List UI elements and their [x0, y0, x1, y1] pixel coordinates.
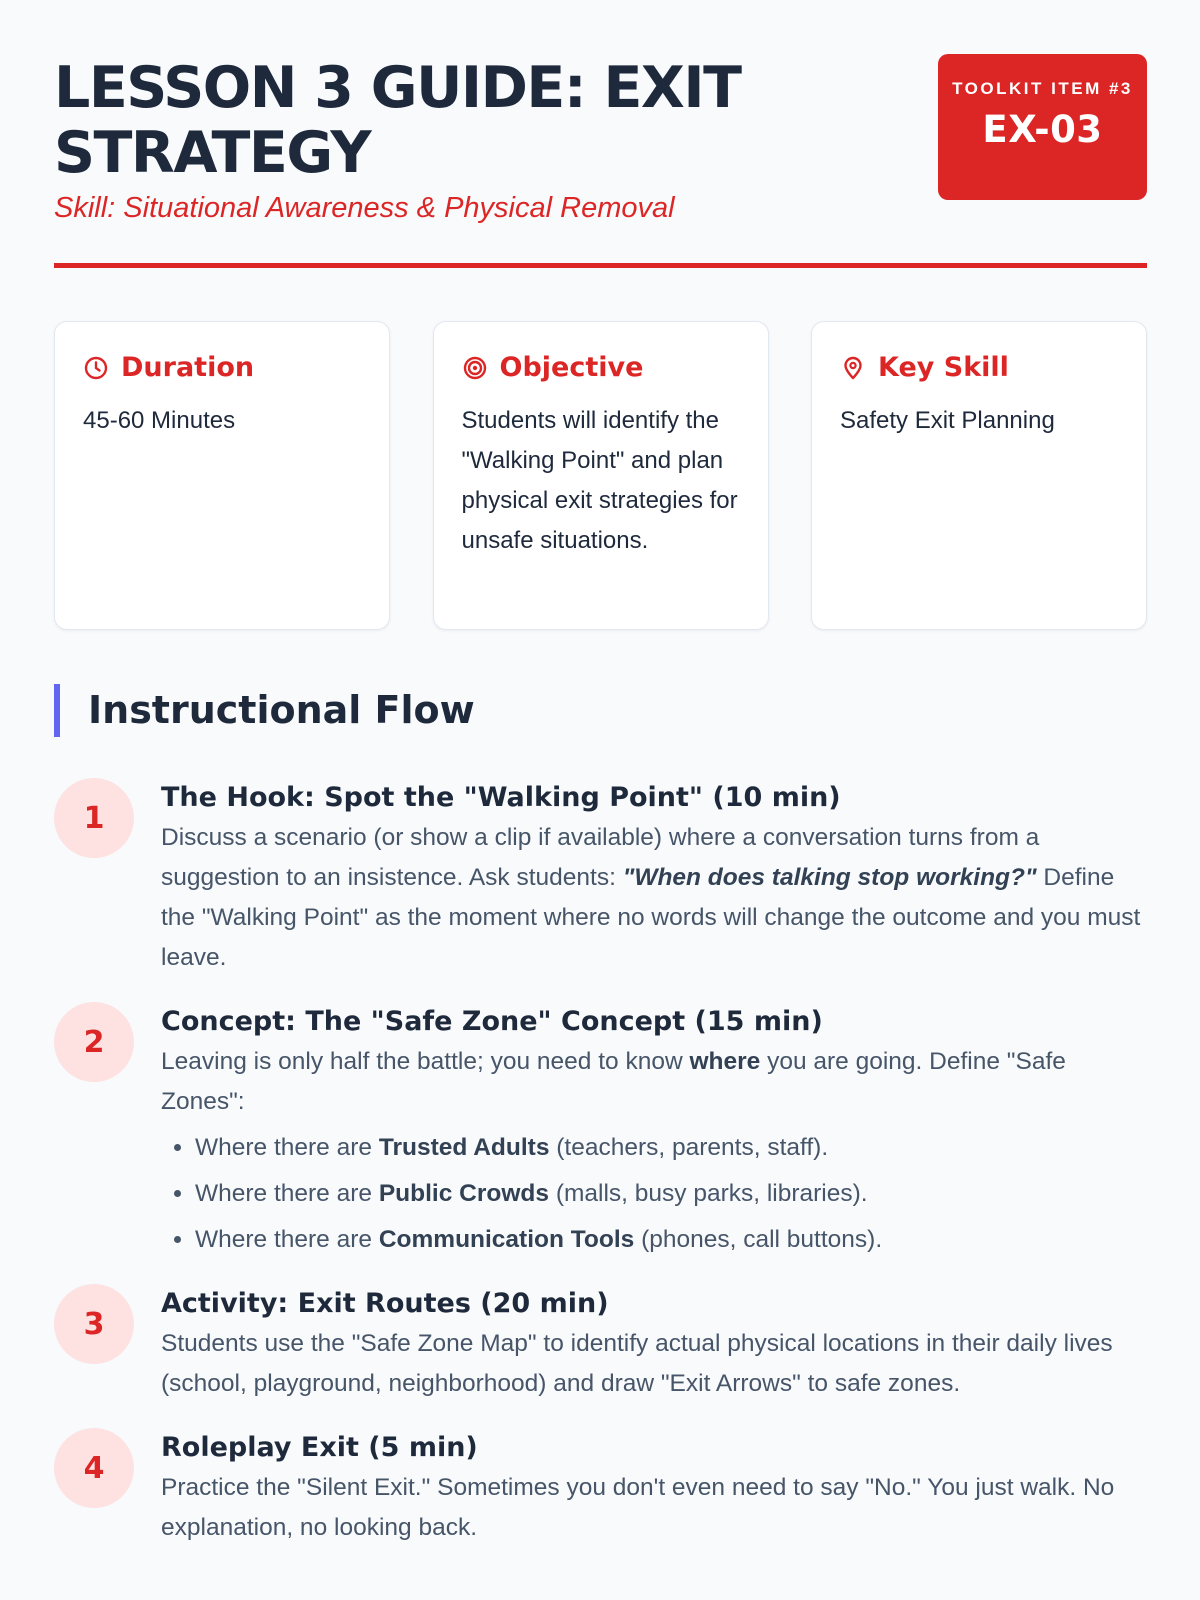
card-title: Key Skill — [878, 352, 1009, 383]
step-item — [54, 778, 1147, 978]
step-description: Leaving is only half the battle; you need to know where you are going. Define "Safe Zones": — [161, 1048, 1066, 1115]
page-title: LESSON 3 GUIDE: EXIT STRATEGY — [54, 55, 741, 186]
step-item — [54, 1002, 1147, 1260]
toolkit-badge — [938, 54, 1147, 200]
instructional-steps — [54, 778, 1147, 1572]
step-number: 3 — [54, 1284, 134, 1364]
step-title: Roleplay Exit (5 min) — [161, 1432, 478, 1463]
badge-code: EX-03 — [982, 108, 1103, 151]
step-number: 1 — [54, 778, 134, 858]
step-item — [54, 1428, 1147, 1548]
list-item: • Where there are Public Crowds (malls, busy parks, libraries). — [195, 1174, 1147, 1214]
objective-card — [433, 321, 769, 630]
card-body: Safety Exit Planning — [840, 407, 1055, 434]
step-title: Activity: Exit Routes (20 min) — [161, 1288, 609, 1319]
info-cards — [54, 321, 1147, 630]
step-description: Students use the "Safe Zone Map" to identify actual physical locations in their daily lives (school, playground, neighborhood) and draw "Exit Arrows" to safe zones. — [161, 1330, 1113, 1397]
step-title: Concept: The "Safe Zone" Concept (15 min) — [161, 1006, 823, 1037]
list-item: • Where there are Trusted Adults (teachers, parents, staff). — [195, 1128, 1147, 1168]
card-title: Duration — [121, 352, 255, 383]
key-skill-card — [811, 321, 1147, 630]
section-title: Instructional Flow — [88, 688, 475, 732]
key-question: "When does talking stop working?" — [622, 864, 1037, 891]
step-item — [54, 1284, 1147, 1404]
page-header — [54, 0, 1147, 268]
clock-icon — [83, 355, 109, 381]
step-description: Practice the "Silent Exit." Sometimes you don't even need to say "No." You just walk. No explanation, no looking back. — [161, 1474, 1115, 1541]
step-description: Discuss a scenario (or show a clip if available) where a conversation turns from a suggestion to an insistence. Ask students: "When does talking stop working?" Define the "Walking Point" as the moment where no words will change the outcome and you must leave. — [161, 824, 1141, 971]
list-item: • Where there are Communication Tools (phones, call buttons). — [195, 1220, 1147, 1260]
step-title: The Hook: Spot the "Walking Point" (10 min) — [161, 782, 841, 813]
badge-label: TOOLKIT ITEM #3 — [952, 79, 1133, 98]
target-icon — [462, 355, 488, 381]
card-body: Students will identify the "Walking Point" and plan physical exit strategies for unsafe situations. — [461, 407, 738, 554]
lesson-guide-page — [54, 0, 1147, 1541]
duration-card — [54, 321, 390, 630]
section-header — [54, 684, 475, 737]
card-title: Objective — [499, 352, 644, 383]
step-number: 4 — [54, 1428, 134, 1508]
location-pin-icon — [840, 355, 866, 381]
card-body: 45-60 Minutes — [83, 407, 236, 434]
safe-zone-list — [161, 1128, 1147, 1260]
step-number: 2 — [54, 1002, 134, 1082]
page-subtitle: Skill: Situational Awareness & Physical Removal — [54, 192, 675, 224]
